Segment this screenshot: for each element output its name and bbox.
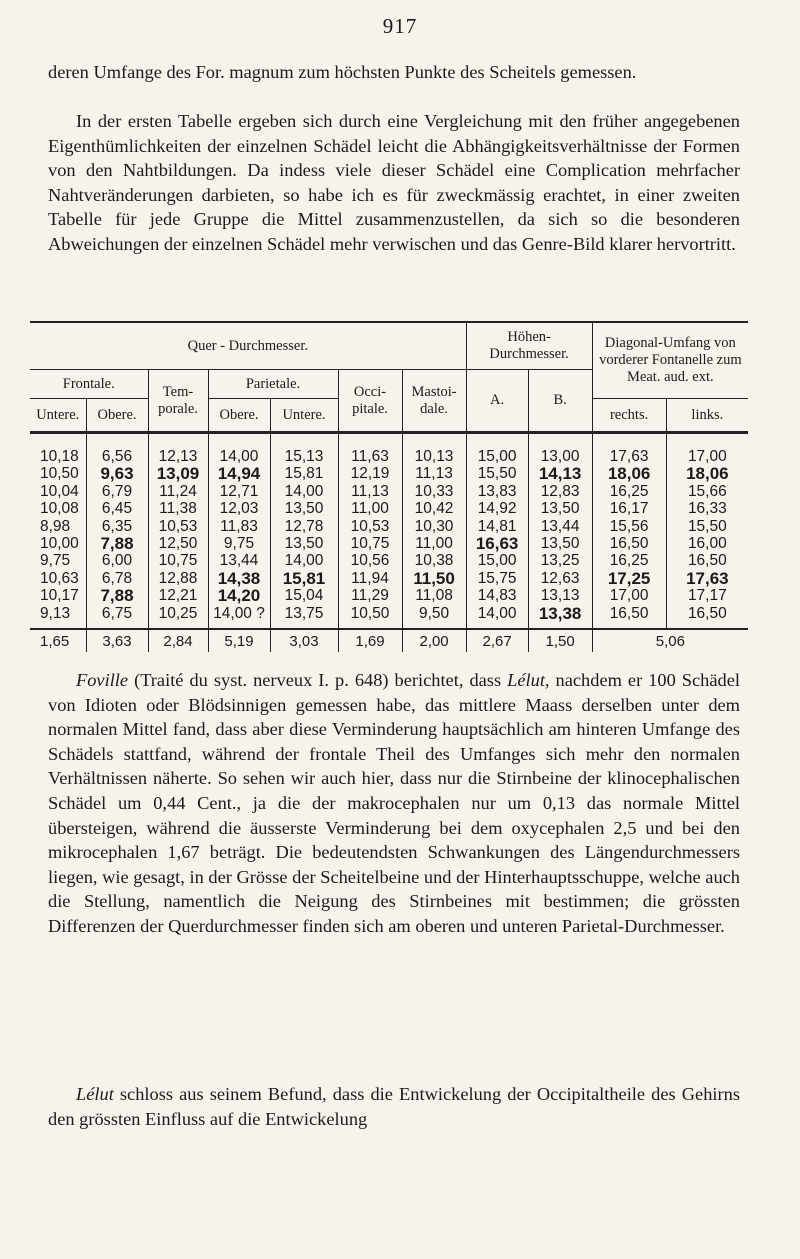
table-cell: 11,94 — [351, 569, 389, 587]
author-foville: Foville — [76, 670, 129, 690]
header-hoehen-durchmesser: Höhen-Durchmesser. — [466, 322, 592, 370]
table-cell: 17,63 — [609, 448, 649, 465]
table-cell: 16,63 — [475, 533, 519, 553]
table-cell: 13,50 — [540, 534, 580, 552]
column-diagonal-rechts — [592, 433, 666, 629]
table-cell: 12,83 — [540, 482, 580, 500]
table-cell: 16,25 — [609, 482, 649, 500]
table-cell: 13,38 — [538, 603, 582, 623]
table-cell: 15,04 — [284, 587, 324, 605]
table-cell: 13,83 — [477, 482, 517, 500]
table-cell: 11,00 — [351, 500, 389, 518]
column-parietal-obere — [208, 433, 270, 629]
table-cell: 11,13 — [415, 465, 453, 483]
table-cell: 11,29 — [351, 587, 389, 605]
table-cell: 12,71 — [219, 482, 259, 500]
table-cell: 16,50 — [687, 604, 727, 622]
table-cell: 10,42 — [414, 500, 454, 518]
table-cell: 14,38 — [217, 568, 261, 588]
diff-diagonal: 5,06 — [592, 629, 748, 652]
table-cell: 10,08 — [40, 500, 79, 518]
header-parietal-obere: Obere. — [208, 399, 270, 433]
table-cell: 9,63 — [100, 464, 134, 484]
table-cell: 17,25 — [607, 568, 651, 588]
table-cell: 17,00 — [609, 587, 649, 605]
table-cell: 14,13 — [538, 464, 582, 484]
table-cell: 10,53 — [158, 517, 198, 535]
table-cell: 10,04 — [40, 482, 79, 500]
paragraph-3-text-a: (Traité du syst. nerveux I. p. 648) berichtet, dass — [128, 670, 508, 690]
table-cell: 12,19 — [350, 465, 390, 483]
table-cell: 12,03 — [219, 500, 259, 518]
diff-hoehen-b: 1,50 — [528, 629, 592, 652]
table-cell: 12,50 — [158, 534, 198, 552]
table-cell: 15,50 — [687, 517, 727, 535]
table-cell: 15,00 — [477, 448, 517, 465]
table-cell: 11,83 — [220, 517, 258, 535]
table-cell: 17,17 — [687, 587, 727, 605]
table-cell: 7,88 — [100, 586, 134, 606]
table-cell: 8,98 — [40, 517, 71, 535]
table-cell: 12,63 — [540, 569, 580, 587]
table-cell: 17,63 — [686, 568, 729, 588]
column-hoehen-b — [528, 433, 592, 629]
table-cell: 16,50 — [609, 534, 649, 552]
table-cell: 9,75 — [40, 552, 71, 570]
table-body-row — [30, 433, 748, 629]
table-cell: 15,50 — [477, 465, 517, 483]
table-cell: 16,50 — [687, 552, 727, 570]
table-cell: 10,63 — [40, 569, 79, 587]
diff-mastoidale: 2,00 — [402, 629, 466, 652]
column-temporale — [148, 433, 208, 629]
table-cell: 14,83 — [477, 587, 517, 605]
diff-frontal-untere: 1,65 — [30, 629, 86, 652]
table-cell: 16,25 — [609, 552, 649, 570]
table-cell: 15,81 — [282, 568, 326, 588]
header-diagonal-rechts: rechts. — [592, 399, 666, 433]
table-cell: 15,56 — [609, 517, 649, 535]
diff-frontal-obere: 3,63 — [86, 629, 148, 652]
table-cell: 15,81 — [284, 465, 324, 483]
header-frontale: Frontale. — [30, 370, 148, 399]
paragraph-2 — [48, 109, 740, 257]
header-hoehen-a: A. — [466, 370, 528, 433]
table-cell: 13,50 — [284, 500, 324, 518]
table-cell: 10,38 — [414, 552, 454, 570]
header-parietal-untere: Untere. — [270, 399, 338, 433]
table-cell: 10,00 — [40, 534, 79, 552]
table-cell: 10,25 — [158, 604, 198, 622]
table-cell: 14,00 — [477, 604, 517, 622]
table-cell: 11,00 — [415, 534, 453, 552]
paragraph-4 — [48, 1082, 740, 1131]
header-mastoidale: Mastoi-dale. — [402, 370, 466, 433]
table-cell: 6,75 — [101, 604, 133, 622]
table-cell: 6,78 — [101, 569, 133, 587]
table-cell: 13,50 — [540, 500, 580, 518]
diff-hoehen-a: 2,67 — [466, 629, 528, 652]
table-cell: 11,13 — [351, 482, 389, 500]
table-cell: 10,13 — [414, 448, 454, 465]
column-hoehen-a — [466, 433, 528, 629]
table-cell: 10,33 — [414, 482, 454, 500]
table-cell: 13,25 — [540, 552, 580, 570]
table-cell: 6,35 — [101, 517, 133, 535]
table-cell: 10,50 — [40, 465, 79, 483]
header-parietale: Parietale. — [208, 370, 338, 399]
table-cell: 18,06 — [607, 464, 651, 484]
table-cell: 14,20 — [217, 586, 261, 606]
header-temporale: Tem-porale. — [148, 370, 208, 433]
diff-temporale: 2,84 — [148, 629, 208, 652]
table-cell: 16,00 — [687, 534, 727, 552]
column-diagonal-links — [666, 433, 748, 629]
column-occipitale — [338, 433, 402, 629]
difference-row — [30, 629, 748, 652]
table-cell: 11,63 — [351, 448, 389, 465]
table-cell: 13,44 — [540, 517, 580, 535]
header-frontal-untere: Untere. — [30, 399, 86, 433]
column-mastoidale — [402, 433, 466, 629]
column-frontal-untere — [30, 433, 86, 629]
paragraph-3-text-b: nachdem er 100 Schädel von Idioten oder Blödsinnigen gemessen habe, das mittlere Maass derselben unter dem normalen Mittel fand, dass aber diese Verminderung hauptsächlich am hinteren Umfange des Schädels stattfand, während der frontale Theil des Umfanges sich mehr den normalen Verhältnissen näherte. So sehen wir auch hier, dass nur die Stirnbeine der klinocephalischen Schädel um 0,44 Cent., ja die der makrocephalen nur um 0,13 das normale Mittel übersteigen, während die äusserste Verminderung bei dem oxycephalen 2,5 und bei den mikrocephalen 1,67 beträgt. Die bedeutendsten Schwankungen des Längendurchmessers liegen, wie gesagt, in der Grösse der Scheitelbeine und der Hinterhauptsschuppe, welche auch die Stellung, namentlich die Neigung des Stirnbeines mit bestimmen; die grössten Differenzen der Querdurchmesser finden sich am oberen und unteren Parietal-Durchmesser. — [48, 670, 740, 936]
table-cell: 11,38 — [159, 500, 197, 518]
header-hoehen-b: B. — [528, 370, 592, 433]
header-diagonal-umfang: Diagonal-Umfang von vorderer Fontanelle zum Meat. aud. ext. — [592, 322, 748, 399]
table-cell: 15,13 — [284, 448, 324, 465]
table-cell: 6,00 — [101, 552, 133, 570]
table-cell: 14,94 — [217, 464, 261, 484]
table-cell: 14,81 — [477, 517, 517, 535]
table-cell: 10,18 — [40, 448, 79, 465]
table-cell: 10,75 — [158, 552, 198, 570]
table-cell: 14,00 — [284, 482, 324, 500]
table-cell: 10,56 — [350, 552, 390, 570]
table-cell: 10,53 — [350, 517, 390, 535]
table-cell: 13,50 — [284, 534, 324, 552]
table-cell: 13,13 — [540, 587, 580, 605]
diff-occipitale: 1,69 — [338, 629, 402, 652]
column-frontal-obere — [86, 433, 148, 629]
table-cell: 13,09 — [156, 464, 200, 484]
table-cell: 17,00 — [687, 448, 727, 465]
table-cell: 14,00 — [284, 552, 324, 570]
paragraph-2-text: In der ersten Tabelle ergeben sich durch eine Vergleichung mit den früher angegebenen Eigenthümlichkeiten der einzelnen Schädel leicht die Abhängigkeitsverhältnisse der Formen von den Nahtbildungen. Da indess viele dieser Schädel eine Complication mehrfacher Nahtveränderungen darbieten, so habe ich es für zweckmässig erachtet, in einer zweiten Tabelle für jede Gruppe die Mittel zusammenzustellen, da sich so die besonderen Abweichungen der einzelnen Schädel mehr verwischen und das Genre-Bild klarer hervortritt. — [48, 111, 740, 254]
table-cell: 13,44 — [219, 552, 259, 570]
table-cell: 16,50 — [609, 604, 649, 622]
table-cell: 14,00 ? — [213, 604, 265, 622]
table-cell: 7,88 — [100, 533, 134, 553]
table-cell: 9,50 — [418, 604, 450, 622]
table-cell: 12,21 — [158, 587, 198, 605]
page-number: 917 — [382, 14, 418, 38]
table-cell: 9,75 — [223, 534, 255, 552]
table-cell: 10,50 — [350, 604, 390, 622]
table-cell: 12,13 — [158, 448, 198, 465]
column-parietal-untere — [270, 433, 338, 629]
table-cell: 11,24 — [159, 482, 197, 500]
table-cell: 14,92 — [477, 500, 517, 518]
header-diagonal-links: links. — [666, 399, 748, 433]
table-cell: 15,66 — [687, 482, 727, 500]
table-cell: 12,88 — [158, 569, 198, 587]
table-cell: 13,00 — [540, 448, 580, 465]
table-cell: 18,06 — [686, 464, 729, 484]
table-cell: 10,75 — [350, 534, 390, 552]
paragraph-4-text: schloss aus seinem Befund, dass die Entwickelung der Occipitaltheile des Gehirns den grössten Einfluss auf die Entwickelung — [48, 1084, 740, 1129]
table-cell: 6,79 — [101, 482, 133, 500]
author-lelut-2: Lélut — [76, 1084, 114, 1104]
table-cell: 10,30 — [414, 517, 454, 535]
table-cell: 15,75 — [477, 569, 517, 587]
table-cell: 16,33 — [687, 500, 727, 518]
header-quer-durchmesser: Quer - Durchmesser. — [30, 322, 466, 370]
table-cell: 10,17 — [40, 587, 79, 605]
table-cell: 14,00 — [219, 448, 259, 465]
header-frontal-obere: Obere. — [86, 399, 148, 433]
diff-parietal-untere: 3,03 — [270, 629, 338, 652]
author-lelut: Lélut, — [507, 670, 550, 690]
paragraph-1: deren Umfange des For. magnum zum höchsten Punkte des Scheitels gemessen. — [48, 62, 637, 82]
table-cell: 16,17 — [609, 500, 649, 518]
table-cell: 6,56 — [101, 448, 133, 465]
table-cell: 11,08 — [415, 587, 453, 605]
table-cell: 9,13 — [40, 604, 71, 622]
paragraph-3 — [48, 668, 740, 939]
table-cell: 12,78 — [284, 517, 324, 535]
table-cell: 13,75 — [284, 604, 324, 622]
table-cell: 15,00 — [477, 552, 517, 570]
header-occipitale: Occi-pitale. — [338, 370, 402, 433]
table-cell: 6,45 — [101, 500, 133, 518]
diff-parietal-obere: 5,19 — [208, 629, 270, 652]
table-cell: 11,50 — [413, 568, 455, 588]
measurement-table — [30, 321, 748, 652]
